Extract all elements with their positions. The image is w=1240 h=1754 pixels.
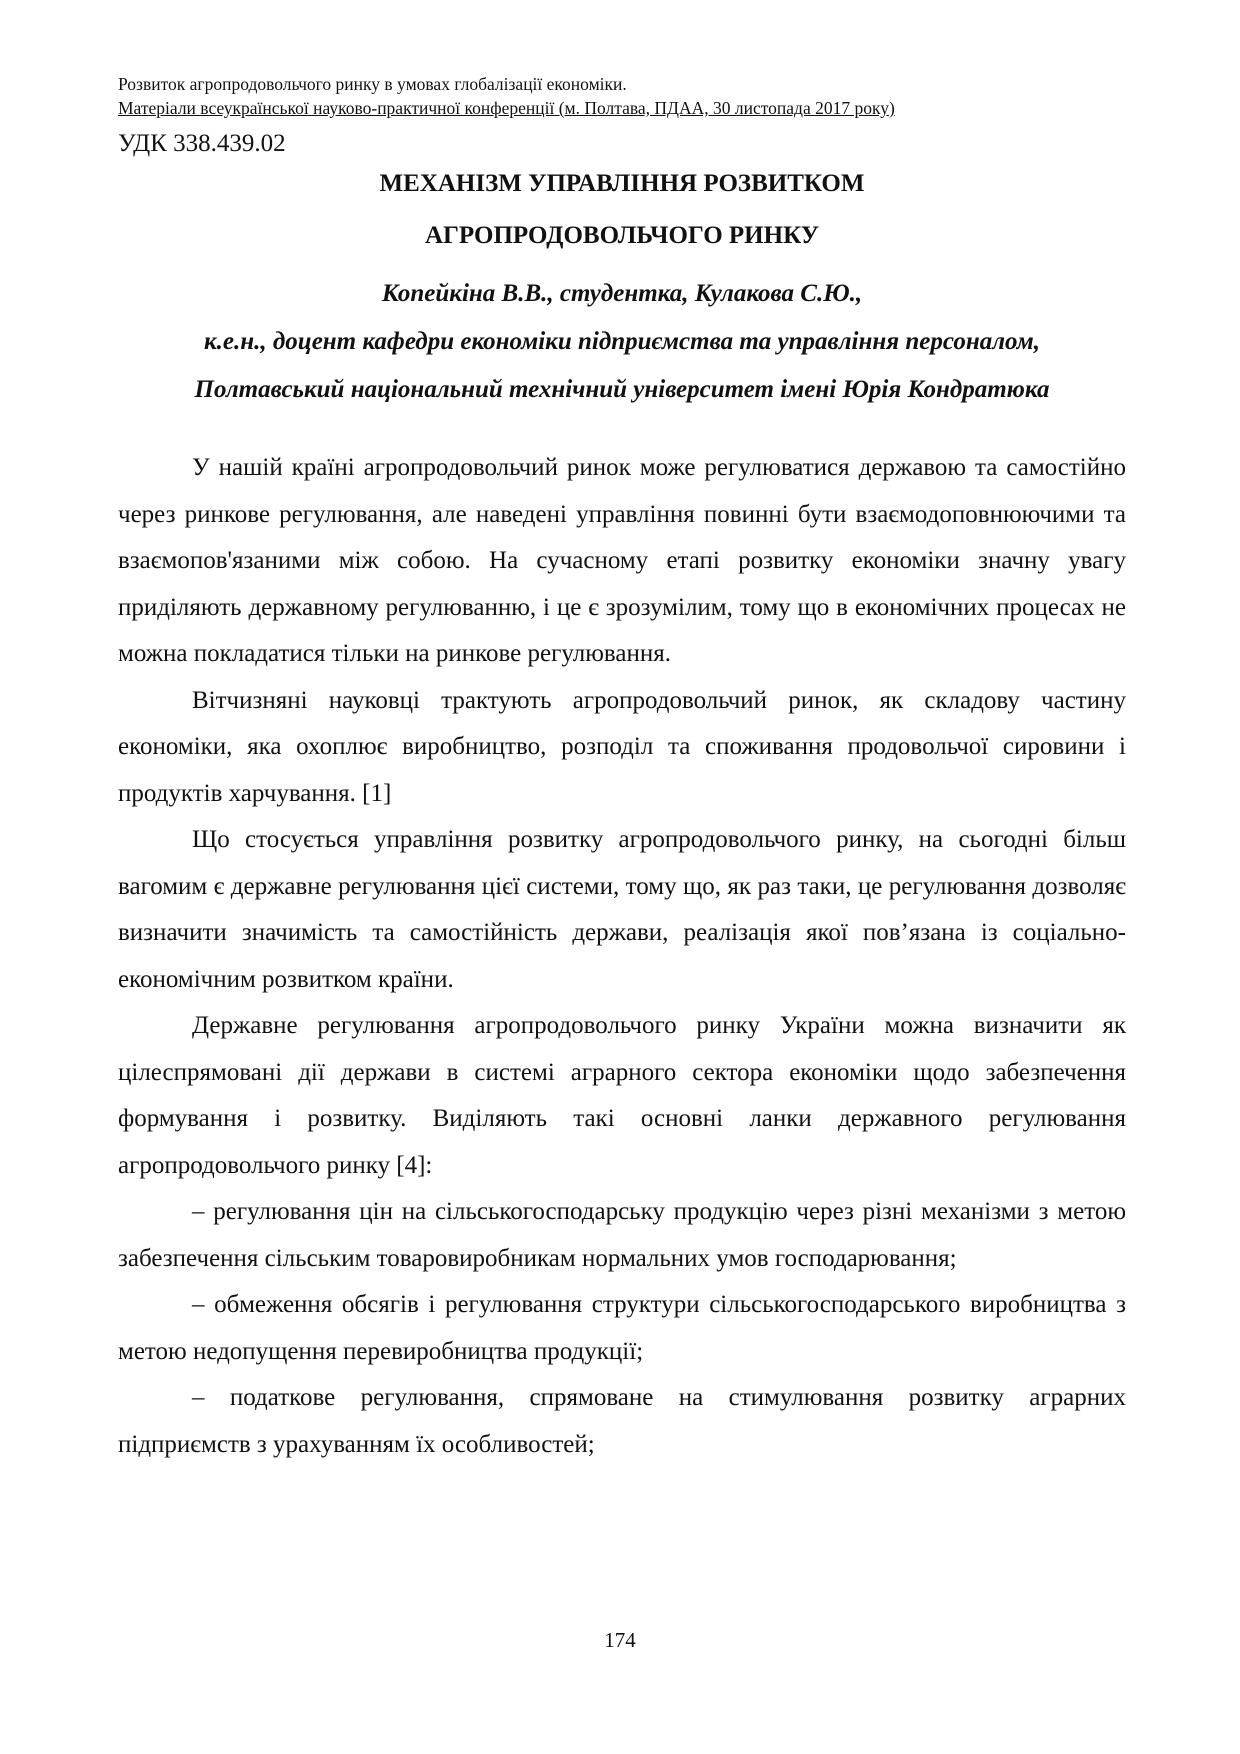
header-conference-title: Розвиток агропродовольчого ринку в умовах глобалізації економіки. xyxy=(118,74,627,94)
author-block xyxy=(118,270,1126,414)
article-title-line-2: АГРОПРОДОВОЛЬЧОГО РИНКУ xyxy=(424,222,820,249)
article-body xyxy=(118,445,1126,1468)
article-title-line-1: МЕХАНІЗМ УПРАВЛІННЯ РОЗВИТКОМ xyxy=(379,170,865,197)
body-paragraph: Державне регулювання агропродовольчого ринку України можна визначити як цілеспрямовані дії держави в системі аграрного сектора економіки щодо забезпечення формування і розвитку. Виділяють такі основні ланки державного регулювання агропродовольчого ринку [4]: xyxy=(118,1012,1126,1179)
list-item: – податкове регулювання, спрямоване на стимулювання розвитку аграрних підприємств з урахуванням їх особливостей; xyxy=(118,1384,1126,1458)
udk-code: УДК 338.439.02 xyxy=(118,130,286,157)
body-paragraph: Що стосується управління розвитку агропродовольчого ринку, на сьогодні більш вагомим є державне регулювання цієї системи, тому що, як раз таки, це регулювання дозволяє визначити значимість та самостійність держави, реалізація якої пов’язана із соціально-економічним розвитком країни. xyxy=(118,826,1126,993)
author-affiliation-university: Полтавський національний технічний університет імені Юрія Кондратюка xyxy=(194,376,1050,403)
list-item: – обмеження обсягів і регулювання структури сільськогосподарського виробництва з метою недопущення перевиробництва продукції; xyxy=(118,1291,1126,1365)
page-number: 174 xyxy=(604,1628,636,1652)
article-title xyxy=(118,158,1126,262)
author-names: Копейкіна В.В., студентка, Кулакова С.Ю., xyxy=(381,280,863,307)
header-conference-details: Матеріали всеукраїнської науково-практичної конференції (м. Полтава, ПДАА, 30 листопада 2017 року) xyxy=(118,98,895,118)
author-affiliation-department: к.е.н., доцент кафедри економіки підприємства та управління персоналом, xyxy=(204,328,1040,355)
list-item: – регулювання цін на сільськогосподарську продукцію через різні механізми з метою забезпечення сільським товаровиробникам нормальних умов господарювання; xyxy=(118,1198,1126,1272)
body-paragraph: Вітчизняні науковці трактують агропродовольчий ринок, як складову частину економіки, яка охоплює виробництво, розподіл та споживання продовольчої сировини і продуктів харчування. [1] xyxy=(118,686,1126,807)
running-header xyxy=(118,72,1118,120)
body-paragraph: У нашій країні агропродовольчий ринок може регулюватися державою та самостійно через ринкове регулювання, але наведені управління повинні бути взаємодоповнюючими та взаємопов'язаними між собою. На сучасному етапі розвитку економіки значну увагу приділяють державному регулюванню, і це є зрозумілим, тому що в економічних процесах не можна покладатися тільки на ринкове регулювання. xyxy=(118,454,1126,667)
